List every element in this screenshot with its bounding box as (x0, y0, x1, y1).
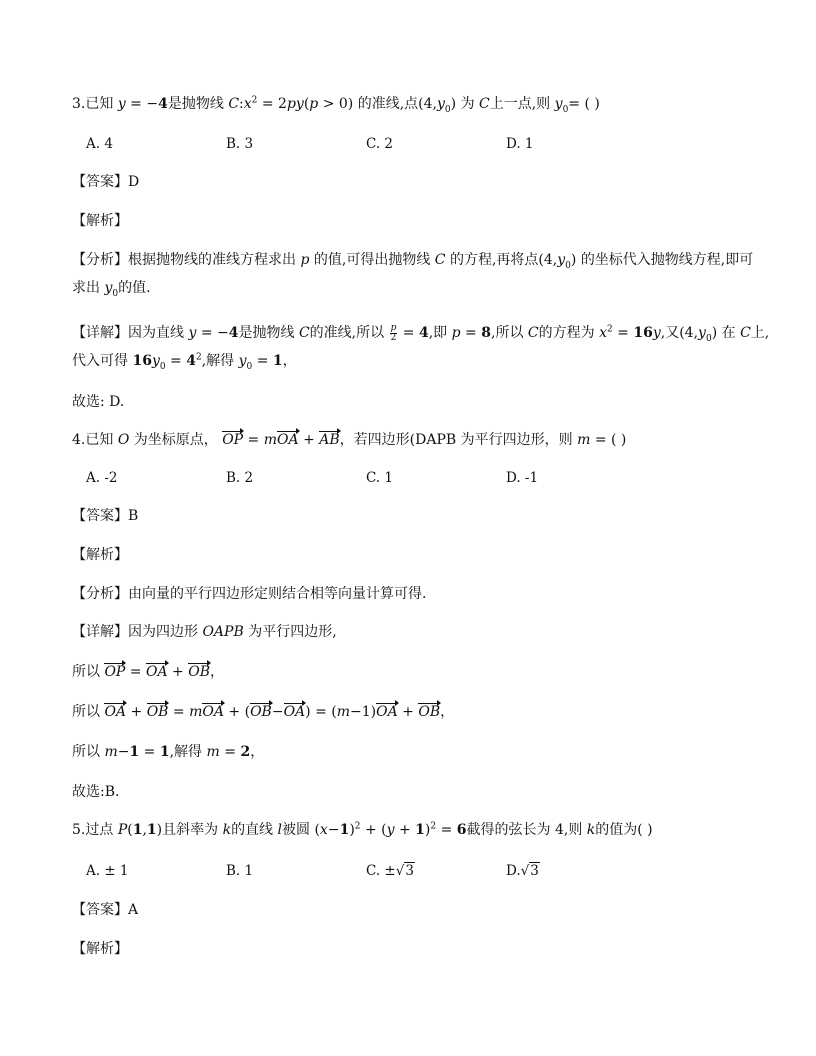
q4-step2: 所以 OA + OB = mOA + (OB−OA) = (m−1)OA + OB， (72, 704, 455, 720)
q3-guxuan: 故选: D. (72, 394, 125, 410)
q4-fenxi: 【分析】由向量的平行四边形定则结合相等向量计算可得. (72, 586, 427, 602)
q4-option-a: A. -2 (86, 470, 118, 486)
q4-step1: 所以 OP = OA + OB， (72, 664, 224, 680)
q4-stem: 4.已知 O 为坐标原点， OP = mOA + AB，若四边形(DAPB 为平行四边形，则 m = ( ) (72, 432, 627, 448)
q3-fenxi-cont: 求出 $y_0$的值. (72, 280, 151, 299)
q5-option-c: C. ±√3 (366, 863, 414, 879)
q3-option-c: C. 2 (366, 136, 394, 152)
q3-option-d: D. 1 (506, 136, 534, 152)
q4-option-c: C. 1 (366, 470, 394, 486)
q4-xiangjie: 【详解】因为四边形 OAPB 为平行四边形, (72, 624, 337, 640)
q3-fenxi: 【分析】根据抛物线的准线方程求出 p 的值,可得出抛物线 C 的方程,再将点$(4,y_0)$ 的坐标代入抛物线方程,即可 (72, 252, 754, 271)
q4-step3: 所以 m−1 = 1,解得 m = 2， (72, 744, 265, 760)
q3-option-a: A. 4 (86, 136, 113, 152)
q3-xiangjie-cont: 代入可得 $16y_0 = 4^2$,解得 $y_0 = 1$， (72, 352, 297, 372)
q5-option-b: B. 1 (226, 863, 254, 879)
q3-xiangjie: 【详解】因为直线 y = −4是抛物线 C的准线,所以 $\frac{p}{2}$ = 4,即 p = 8,所以 C的方程为 $x^2 = 16y$,又$(4,y_0)$ 在 C上, (72, 322, 770, 344)
q4-jiexi: 【解析】 (72, 547, 128, 563)
q5-jiexi: 【解析】 (72, 941, 128, 957)
q5-option-a: A. ± 1 (86, 863, 129, 879)
q3-number: 3.已知 (72, 96, 114, 112)
q5-option-d: D.√3 (506, 863, 539, 879)
q3-option-b: B. 3 (226, 136, 254, 152)
q4-option-d: D. -1 (506, 470, 539, 486)
q3-jiexi: 【解析】 (72, 213, 128, 229)
q4-guxuan: 故选:B. (72, 784, 120, 800)
q5-answer: 【答案】A (72, 902, 139, 918)
q5-stem: 5.过点 P(1,1)且斜率为 k的直线 l被圆 $(x-1)^2 + (y + 1)^2 = 6$截得的弦长为 4,则 k的值为( ) (72, 821, 653, 838)
q3-answer: 【答案】D (72, 174, 140, 190)
q4-option-b: B. 2 (226, 470, 254, 486)
q3-stem: 3.已知 y = −4是抛物线 $C:x^2 = 2py(p > 0)$ 的准线,点$(4,y_0)$ 为 C上一点,则 $y_0=$ ( ) (72, 95, 600, 115)
q4-answer: 【答案】B (72, 508, 139, 524)
